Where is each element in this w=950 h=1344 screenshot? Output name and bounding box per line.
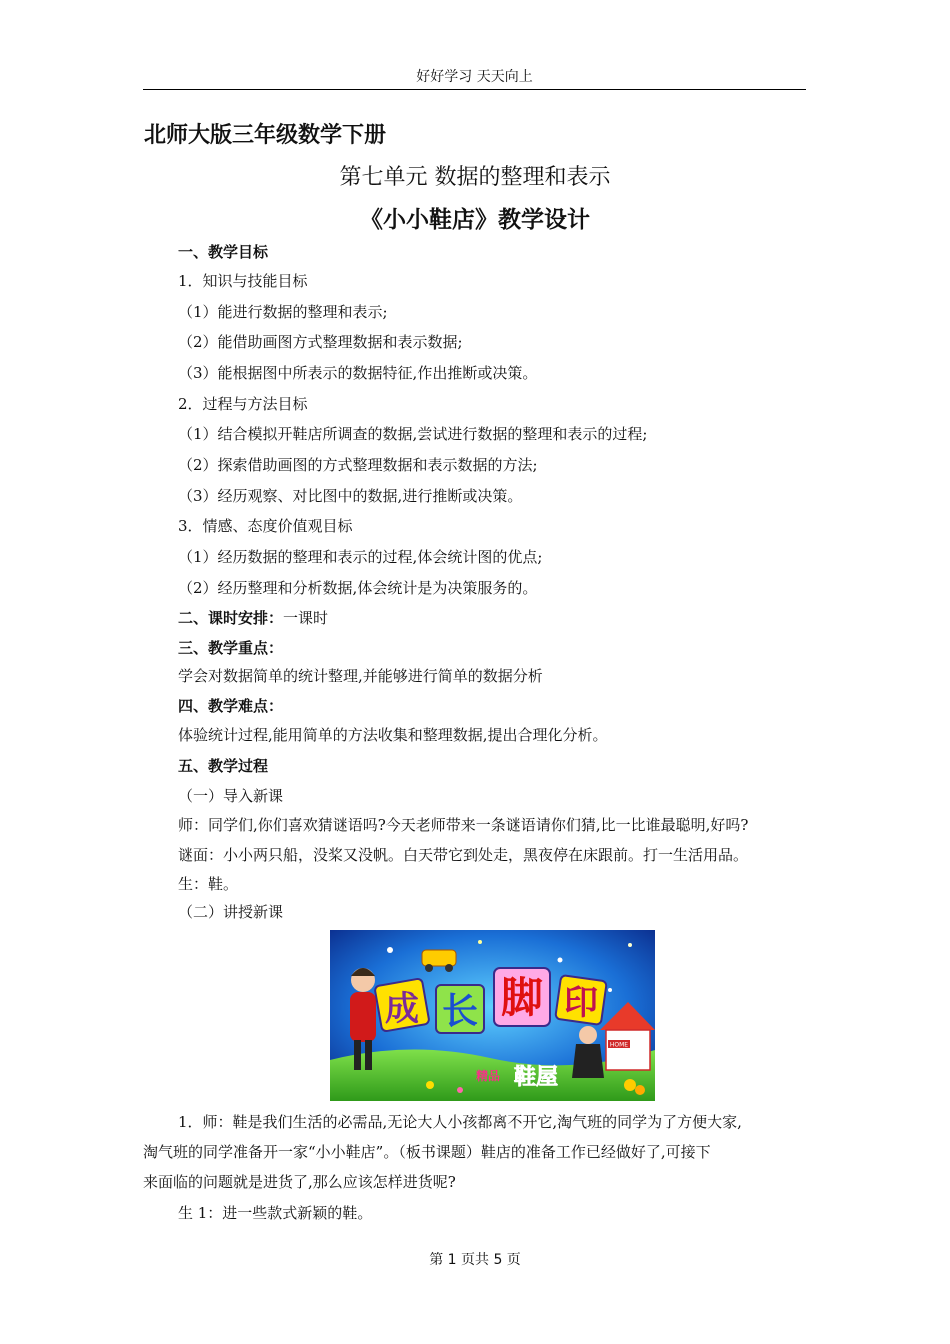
banner-char-4: 印 [564, 983, 598, 1023]
subsection-knowledge: 1．知识与技能目标 [178, 272, 308, 290]
paragraph: 来面临的问题就是进货了,那么应该怎样进货呢? [143, 1173, 456, 1191]
list-item: （3）经历观察、对比图中的数据,进行推断或决策。 [178, 487, 523, 505]
paragraph: 生 1：进一些款式新颖的鞋。 [178, 1204, 373, 1222]
paragraph: 1．师：鞋是我们生活的必需品,无论大人小孩都离不开它,淘气班的同学为了方便大家, [178, 1113, 742, 1131]
section-heading-focus: 三、教学重点： [178, 639, 284, 657]
banner-svg [330, 930, 655, 1101]
paragraph: 生：鞋。 [178, 875, 239, 893]
list-item: （3）能根据图中所表示的数据特征,作出推断或决策。 [178, 364, 538, 382]
paragraph: 师：同学们,你们喜欢猜谜语吗?今天老师带来一条谜语请你们猜,比一比谁最聪明,好吗? [178, 816, 749, 834]
banner-illustration [330, 930, 655, 1101]
list-item: （2）探索借助画图的方式整理数据和表示数据的方法; [178, 456, 538, 474]
section-heading-difficulty: 四、教学难点： [178, 697, 284, 715]
banner-char-3: 脚 [500, 973, 544, 1022]
unit-title: 第七单元 数据的整理和表示 [339, 165, 611, 190]
document-title: 北师大版三年级数学下册 [144, 123, 387, 148]
section-heading-goals: 一、教学目标 [178, 243, 269, 261]
schedule-value: 一课时 [283, 609, 329, 627]
page-footer: 第 1 页共 5 页 [429, 1252, 521, 1268]
page-header: 好好学习 天天向上 [143, 66, 806, 90]
lesson-title: 《小小鞋店》教学设计 [360, 207, 590, 233]
list-item: （2）能借助画图方式整理数据和表示数据; [178, 333, 463, 351]
list-item: （1）能进行数据的整理和表示; [178, 303, 388, 321]
banner-char-1: 成 [385, 989, 419, 1029]
section-heading-process: 五、教学过程 [178, 757, 269, 775]
focus-text: 学会对数据简单的统计整理,并能够进行简单的数据分析 [178, 667, 543, 685]
list-item: （1）结合模拟开鞋店所调查的数据,尝试进行数据的整理和表示的过程; [178, 425, 648, 443]
subsection-process: 2．过程与方法目标 [178, 395, 308, 413]
subsection-attitude: 3．情感、态度价值观目标 [178, 517, 353, 535]
difficulty-text: 体验统计过程,能用简单的方法收集和整理数据,提出合理化分析。 [178, 726, 608, 744]
banner-char-2: 长 [441, 991, 479, 1032]
paragraph: 谜面：小小两只船，没桨又没帆。白天带它到处走，黑夜停在床跟前。打一生活用品。 [178, 846, 749, 864]
banner-caption-big: 鞋屋 [513, 1065, 559, 1090]
paragraph: 淘气班的同学准备开一家“小小鞋店”。（板书课题）鞋店的准备工作已经做好了,可接下 [143, 1143, 711, 1161]
banner-home-sign: HOME [609, 1041, 629, 1049]
section-schedule [178, 608, 328, 628]
list-item: （2）经历整理和分析数据,体会统计是为决策服务的。 [178, 579, 538, 597]
subsection-intro: （一）导入新课 [178, 787, 284, 805]
subsection-new-lesson: （二）讲授新课 [178, 903, 284, 921]
list-item: （1）经历数据的整理和表示的过程,体会统计图的优点; [178, 548, 543, 566]
section-heading-schedule: 二、课时安排： [178, 609, 284, 627]
banner-caption-small: 精品 [475, 1069, 501, 1083]
